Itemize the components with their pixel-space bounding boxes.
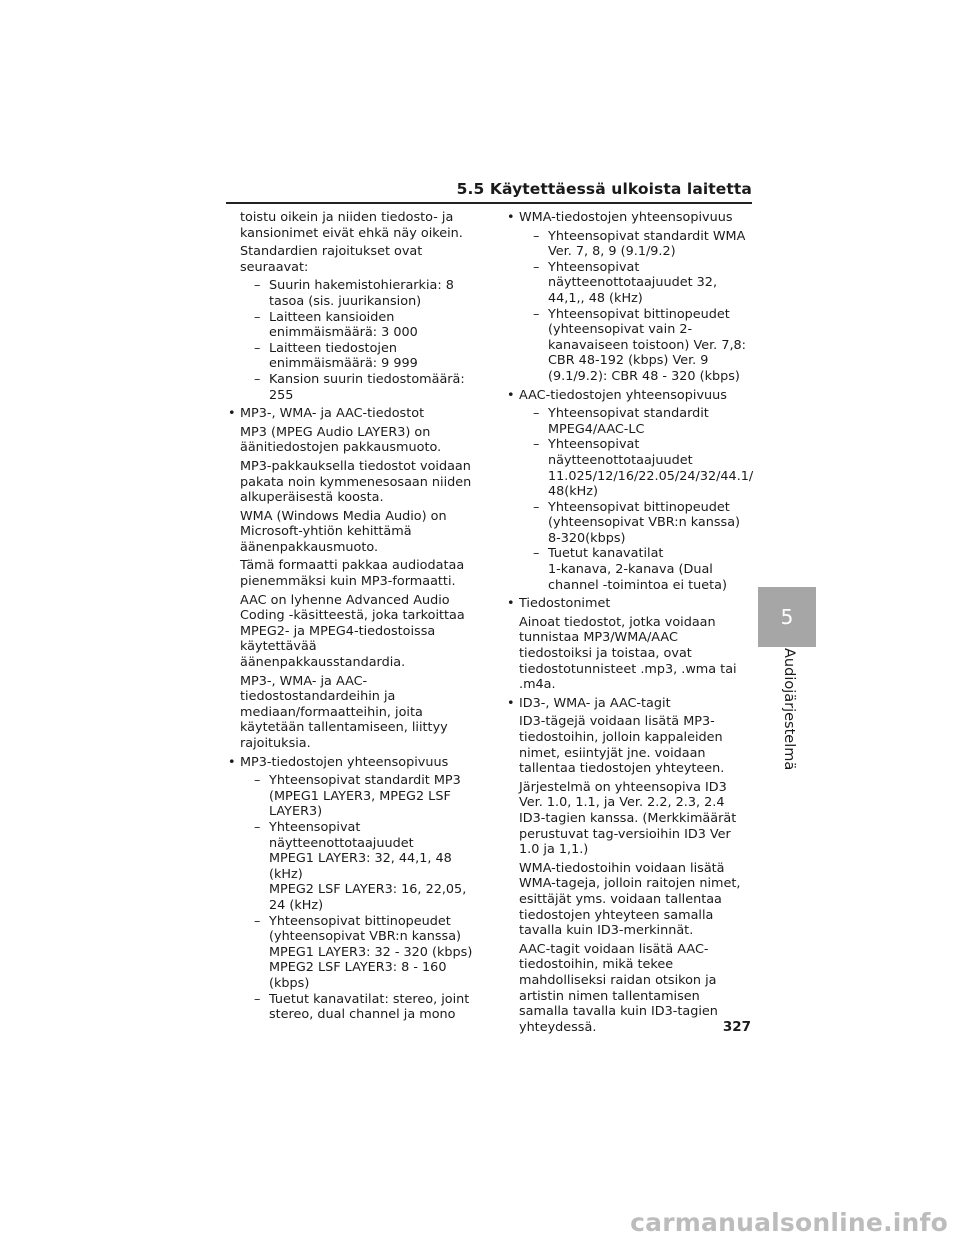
dash-item — [254, 341, 476, 372]
dash-marker: – — [254, 340, 261, 356]
dash-text: Tuetut kanavatilat 1-kanava, 2-kanava (Dual channel -toimintoa ei tueta) — [548, 546, 727, 593]
dash-marker: – — [533, 306, 540, 322]
chapter-number-tab[interactable]: 5 — [758, 587, 816, 647]
bullet-item — [228, 406, 476, 422]
dash-item — [533, 307, 753, 385]
paragraph: toistu oikein ja niiden tiedosto- ja kansionimet eivät ehkä näy oikein. — [240, 210, 463, 241]
dash-text: Yhteensopivat standardit MP3 (MPEG1 LAYER3, MPEG2 LSF LAYER3) — [269, 773, 461, 820]
dash-item — [254, 278, 476, 309]
paragraph: AAC on lyhenne Advanced Audio Coding -käsitteestä, joka tarkoittaa MPEG2- ja MPEG4-tiedostoissa käytettävää äänenpakkausstandardia. — [240, 592, 465, 671]
dash-item — [254, 992, 476, 1023]
bullet-text: AAC-tiedostojen yhteensopivuus — [519, 387, 727, 403]
paragraph: Tämä formaatti pakkaa audiodataa pienemmäksi kuin MP3-formaatti. — [240, 558, 465, 590]
dash-text: Laitteen kansioiden enimmäismäärä: 3 000 — [269, 309, 418, 341]
left-text-column — [228, 210, 476, 1026]
paragraph: AAC-tagit voidaan lisätä AAC-tiedostoihin, mikä tekee mahdolliseksi raidan otsikon ja artistin nimen tallentamisen samalla tavalla kuin ID3-tagien yhteydessä. — [519, 941, 718, 1035]
paragraph: Järjestelmä on yhteensopiva ID3 Ver. 1.0, 1.1, ja Ver. 2.2, 2.3, 2.4 ID3-tagien kanssa. (Merkkimäärät perustuvat tag-versioihin ID3 Ver 1.0 ja 1,1.) — [519, 779, 737, 858]
dash-marker: – — [533, 406, 540, 422]
dash-marker: – — [254, 819, 261, 835]
dash-marker: – — [533, 228, 540, 244]
bullet-item — [507, 210, 753, 226]
dash-marker: – — [533, 259, 540, 275]
bullet-item — [507, 696, 753, 712]
dash-marker: – — [533, 437, 540, 453]
bullet-marker: • — [507, 387, 515, 403]
dash-text: Kansion suurin tiedostomäärä: 255 — [269, 371, 465, 403]
dash-text: Tuetut kanavatilat: stereo, joint stereo, dual channel ja mono — [269, 991, 470, 1023]
dash-text: Yhteensopivat bittinopeudet (yhteensopivat VBR:n kanssa) MPEG1 LAYER3: 32 - 320 (kbps) MPEG2 LSF LAYER3: 8 - 160 (kbps) — [269, 913, 473, 991]
dash-marker: – — [254, 309, 261, 325]
dash-item — [533, 229, 753, 260]
dash-marker: – — [254, 773, 261, 789]
right-text-column — [507, 210, 753, 1038]
paragraph: WMA-tiedostoihin voidaan lisätä WMA-tageja, jolloin raitojen nimet, esittäjät yms. voidaan tallentaa tiedostojen yhteyteen samalla tavalla kuin ID3-merkinnät. — [519, 860, 741, 939]
dash-text: Yhteensopivat näytteenottotaajuudet 32, 44,1,, 48 (kHz) — [548, 259, 718, 306]
dash-text: Yhteensopivat bittinopeudet (yhteensopivat vain 2-kanavaiseen toistoon) Ver. 7,8: CBR 48-192 (kbps) Ver. 9 (9.1/9.2): CBR 48 - 320 (kbps) — [548, 306, 746, 384]
paragraph: MP3-, WMA- ja AAC-tiedostostandardeihin ja mediaan/formaatteihin, joita käytetään tallentamiseen, liittyy rajoituksia. — [240, 673, 448, 751]
dash-item — [254, 773, 476, 820]
bullet-item — [228, 755, 476, 771]
bullet-item — [507, 596, 753, 612]
paragraph: ID3-tägejä voidaan lisätä MP3-tiedostoihin, jolloin kappaleiden nimet, esiintyjät jne. voidaan tallentaa tiedostojen yhteyteen. — [519, 714, 725, 777]
dash-text: Yhteensopivat näytteenottotaajuudet 11.025/12/16/22.05/24/32/44.1/ 48(kHz) — [548, 437, 754, 500]
dash-text: Yhteensopivat standardit WMA Ver. 7, 8, 9 (9.1/9.2) — [548, 228, 746, 260]
dash-item — [533, 500, 753, 547]
bullet-item — [507, 388, 753, 404]
dash-text: Suurin hakemistohierarkia: 8 tasoa (sis. juurikansion) — [269, 278, 454, 309]
bullet-marker: • — [507, 210, 515, 225]
dash-text: Laitteen tiedostojen enimmäismäärä: 9 999 — [269, 340, 418, 372]
paragraph: Ainoat tiedostot, jotka voidaan tunnistaa MP3/WMA/AAC tiedostoiksi ja toistaa, ovat tiedostotunnisteet .mp3, .wma tai .m4a. — [519, 614, 737, 693]
dash-item — [533, 437, 753, 499]
paragraph: MP3 (MPEG Audio LAYER3) on äänitiedostojen pakkausmuoto. — [240, 424, 442, 456]
dash-item — [254, 372, 476, 403]
dash-item — [533, 546, 753, 593]
dash-marker: – — [533, 546, 540, 562]
bullet-text: WMA-tiedostojen yhteensopivuus — [519, 210, 733, 225]
bullet-marker: • — [228, 406, 236, 422]
dash-item — [254, 820, 476, 914]
dash-item — [533, 260, 753, 307]
dash-marker: – — [254, 991, 261, 1007]
bullet-marker: • — [507, 695, 515, 711]
chapter-side-label: Audiojärjestelmä — [781, 648, 797, 771]
dash-marker: – — [254, 371, 261, 387]
paragraph: Standardien rajoitukset ovat seuraavat: — [240, 244, 423, 275]
section-header-title: 5.5 Käytettäessä ulkoista laitetta — [456, 180, 752, 198]
dash-marker: – — [533, 499, 540, 515]
paragraph: WMA (Windows Media Audio) on Microsoft-yhtiön kehittämä äänenpakkausmuoto. — [240, 508, 447, 555]
page-number: 327 — [722, 1019, 751, 1035]
paragraph: MP3-pakkauksella tiedostot voidaan pakata noin kymmenesosaan niiden alkuperäisestä koosta. — [240, 458, 472, 506]
dash-marker: – — [254, 278, 261, 294]
bullet-text: MP3-tiedostojen yhteensopivuus — [240, 754, 449, 770]
bullet-marker: • — [228, 754, 236, 770]
bullet-text: Tiedostonimet — [519, 596, 611, 612]
dash-item — [254, 310, 476, 341]
dash-marker: – — [254, 913, 261, 929]
dash-text: Yhteensopivat näytteenottotaajuudet MPEG1 LAYER3: 32, 44,1, 48 (kHz) MPEG2 LSF LAYER3: 16, 22,05, 24 (kHz) — [269, 819, 467, 913]
bullet-text: ID3-, WMA- ja AAC-tagit — [519, 695, 671, 711]
dash-item — [533, 406, 753, 437]
header-divider — [226, 202, 752, 204]
bullet-marker: • — [507, 596, 515, 612]
dash-text: Yhteensopivat bittinopeudet (yhteensopivat VBR:n kanssa) 8-320(kbps) — [548, 499, 741, 546]
watermark-text: carmanualsonline.info — [630, 1208, 948, 1237]
bullet-text: MP3-, WMA- ja AAC-tiedostot — [240, 406, 425, 422]
dash-item — [254, 914, 476, 992]
dash-text: Yhteensopivat standardit MPEG4/AAC-LC — [548, 406, 709, 437]
